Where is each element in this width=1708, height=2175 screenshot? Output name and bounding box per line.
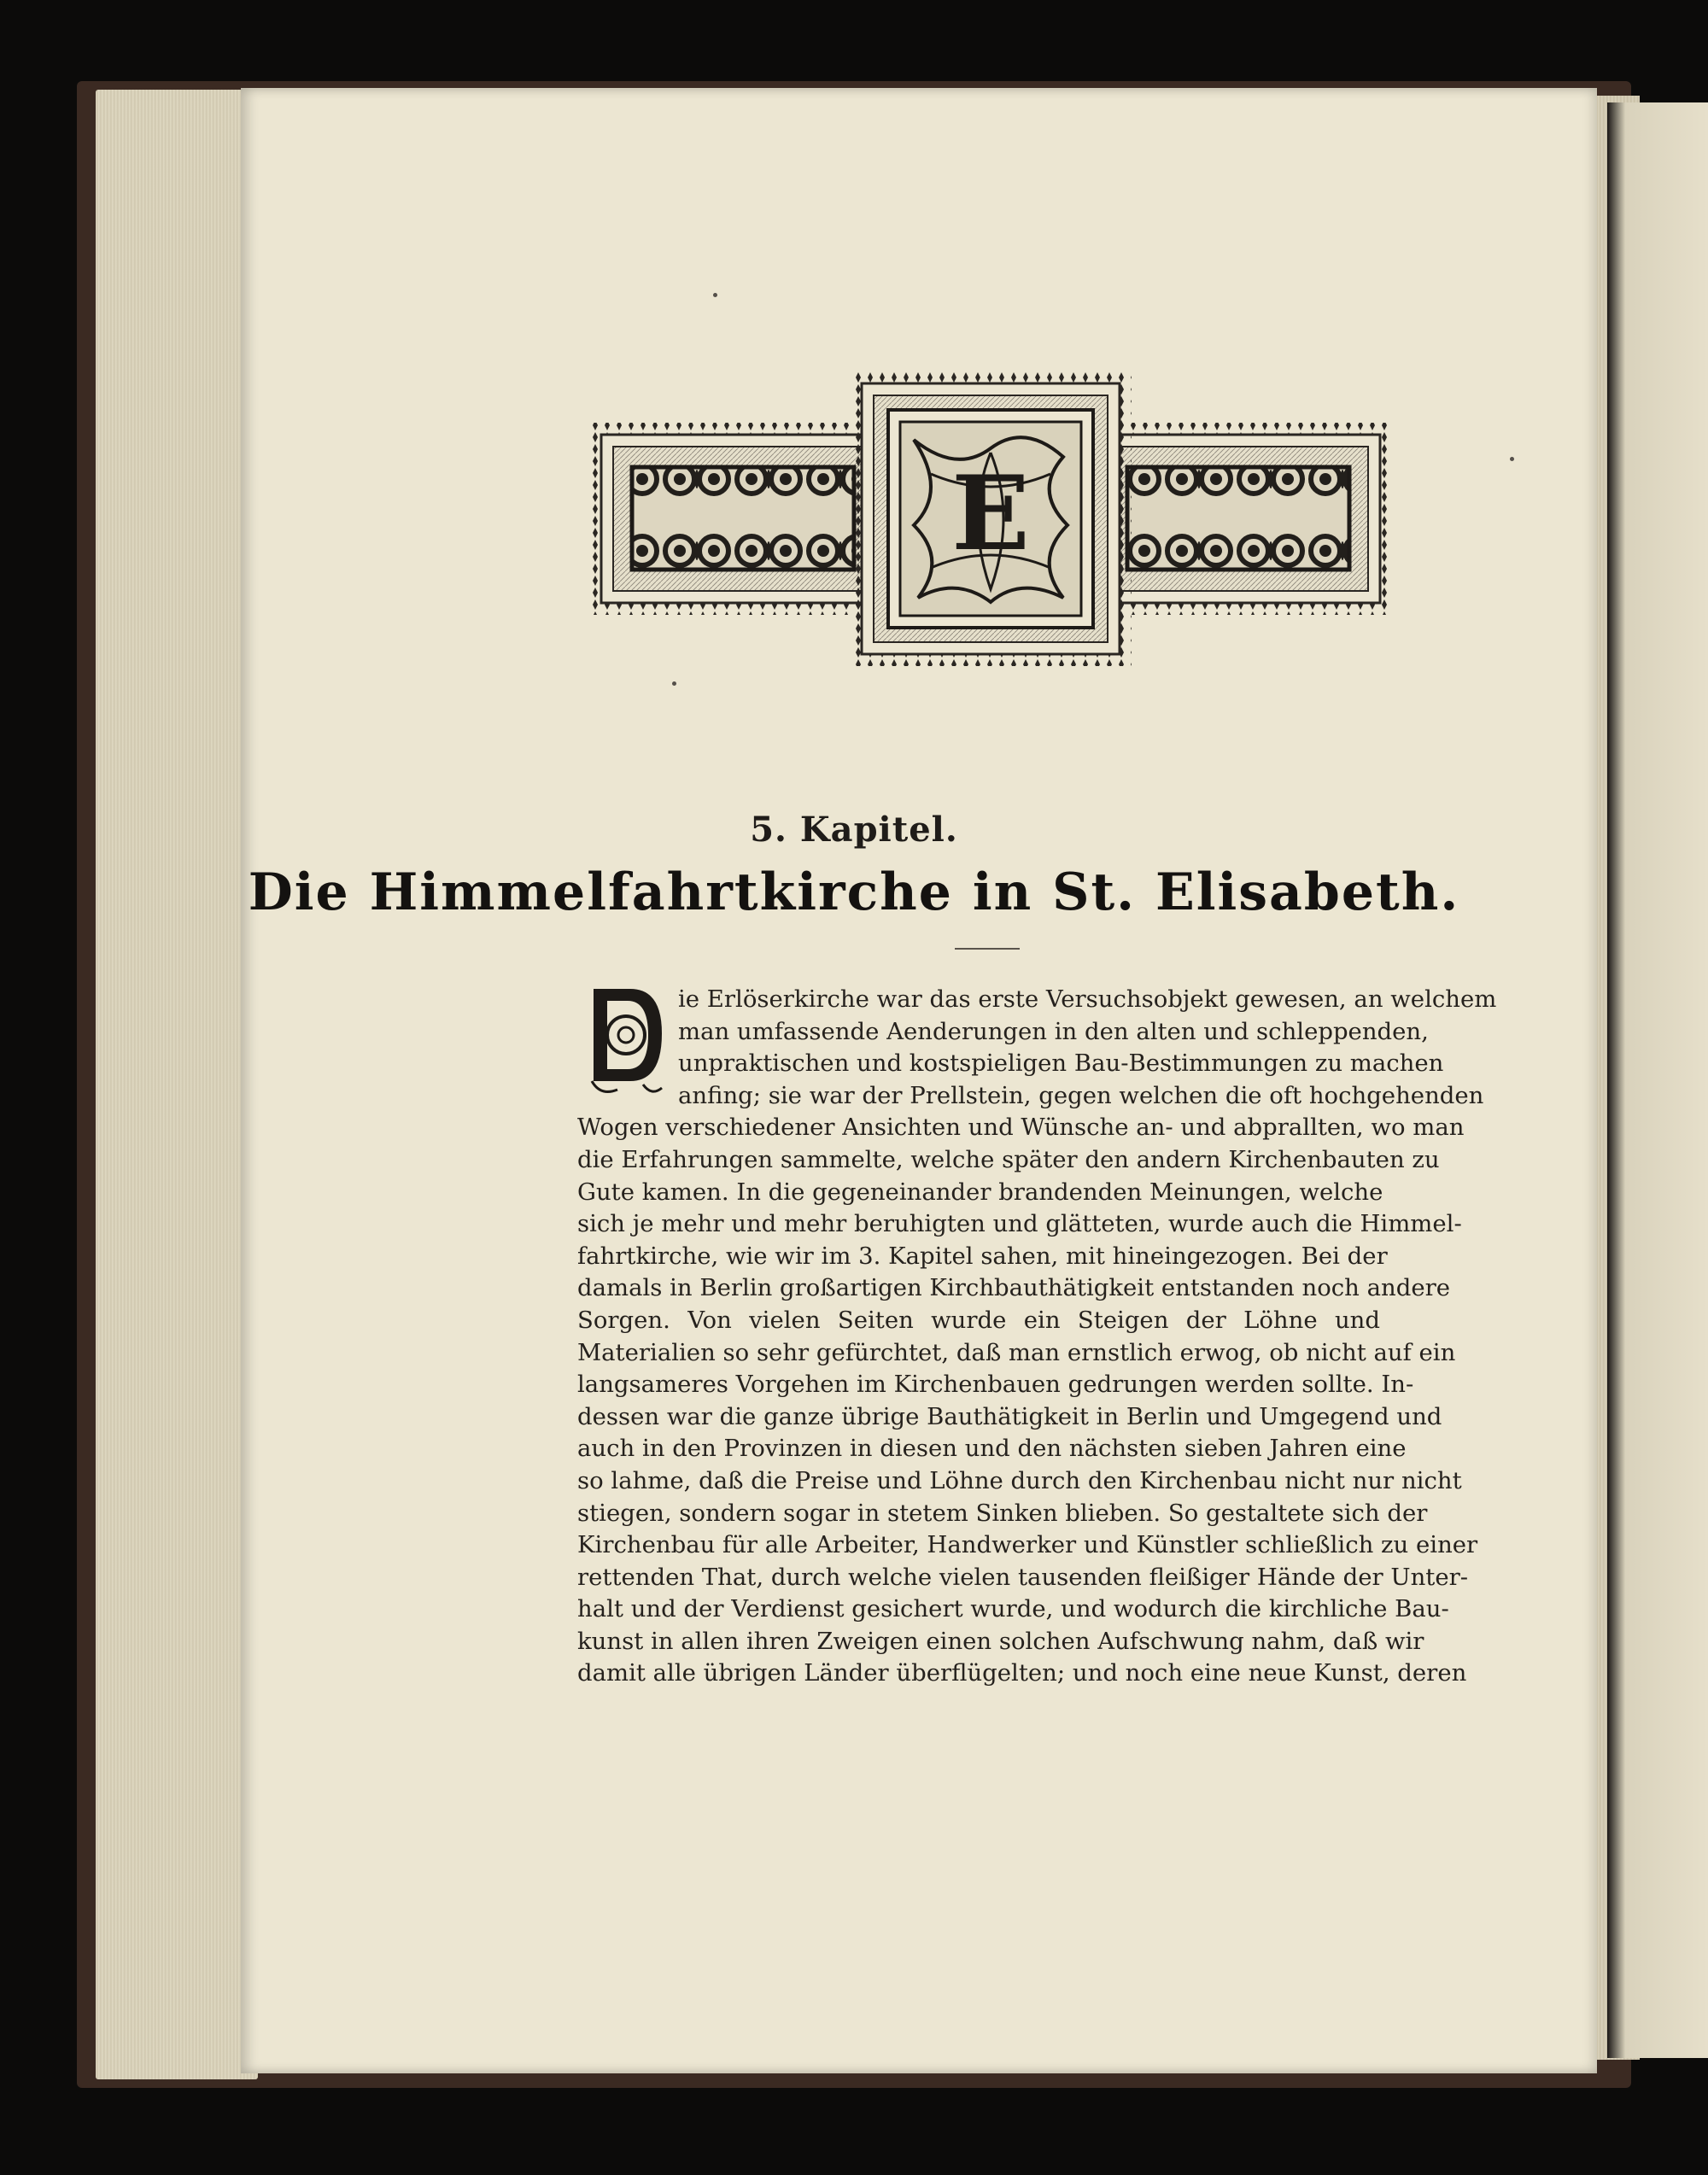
text-line: auch in den Provinzen in diesen und den nächsten sieben Jahren eine xyxy=(577,1435,1407,1463)
text-line: Wogen verschiedener Ansichten und Wünsche an- und abprallten, wo man xyxy=(577,1114,1465,1142)
ornamental-headpiece xyxy=(589,371,1392,666)
text-line: Materialien so sehr gefürchtet, daß man ernstlich erwog, ob nicht auf ein xyxy=(577,1338,1456,1366)
text-line: Gute kamen. In die gegeneinander brandenden Meinungen, welche xyxy=(577,1178,1383,1206)
text-line: stiegen, sondern sogar in stetem Sinken blieben. So gestaltete sich der xyxy=(577,1499,1428,1527)
page-speck xyxy=(1510,457,1514,461)
text-line: fahrtkirche, wie wir im 3. Kapitel sahen, mit hineingezogen. Bei der xyxy=(577,1242,1388,1270)
text-line: kunst in allen ihren Zweigen einen solchen Aufschwung nahm, daß wir xyxy=(577,1627,1424,1655)
text-line: damals in Berlin großartigen Kirchbauthätigkeit entstanden noch andere xyxy=(577,1274,1451,1302)
facing-page-edge xyxy=(1607,102,1708,2058)
page-speck xyxy=(713,293,717,297)
text-line: so lahme, daß die Preise und Löhne durch den Kirchenbau nicht nur nicht xyxy=(577,1466,1462,1494)
svg-text:E: E xyxy=(951,453,1030,574)
text-line: damit alle übrigen Länder überflügelten; und noch eine neue Kunst, deren xyxy=(577,1659,1467,1687)
text-line: langsameres Vorgehen im Kirchenbauen gedrungen werden sollte. In- xyxy=(577,1371,1414,1399)
chapter-title: Die Himmelfahrtkirche in St. Elisabeth. xyxy=(248,862,1460,922)
text-line: unpraktischen und kostspieligen Bau-Bestimmungen zu machen xyxy=(678,1049,1444,1078)
text-line: Kirchenbau für alle Arbeiter, Handwerker und Künstler schließlich zu einer xyxy=(577,1531,1478,1559)
page-edges-left xyxy=(96,90,258,2079)
text-line: halt und der Verdienst gesichert wurde, und wodurch die kirchliche Bau- xyxy=(577,1595,1449,1623)
text-line: rettenden That, durch welche vielen tausenden fleißiger Hände der Unter- xyxy=(577,1563,1469,1591)
text-line: ie Erlöserkirche war das erste Versuchsobjekt gewesen, an welchem xyxy=(678,985,1497,1013)
text-line: sich je mehr und mehr beruhigten und glätteten, wurde auch die Himmel- xyxy=(577,1210,1462,1238)
title-divider xyxy=(955,948,1020,950)
page-speck xyxy=(672,681,676,686)
text-line: dessen war die ganze übrige Bauthätigkeit in Berlin und Umgegend und xyxy=(577,1402,1442,1430)
text-line: Sorgen. Von vielen Seiten wurde ein Steigen der Löhne und xyxy=(577,1306,1380,1334)
text-line: die Erfahrungen sammelte, welche später den andern Kirchenbauten zu xyxy=(577,1145,1440,1173)
chapter-number: 5. Kapitel. xyxy=(750,810,958,850)
text-line: man umfassende Aenderungen in den alten und schleppenden, xyxy=(678,1017,1429,1045)
text-line: anfing; sie war der Prellstein, gegen welchen die oft hochgehenden xyxy=(678,1081,1484,1109)
drop-cap-letter: D xyxy=(625,1047,627,1048)
body-paragraph xyxy=(577,984,1497,1690)
